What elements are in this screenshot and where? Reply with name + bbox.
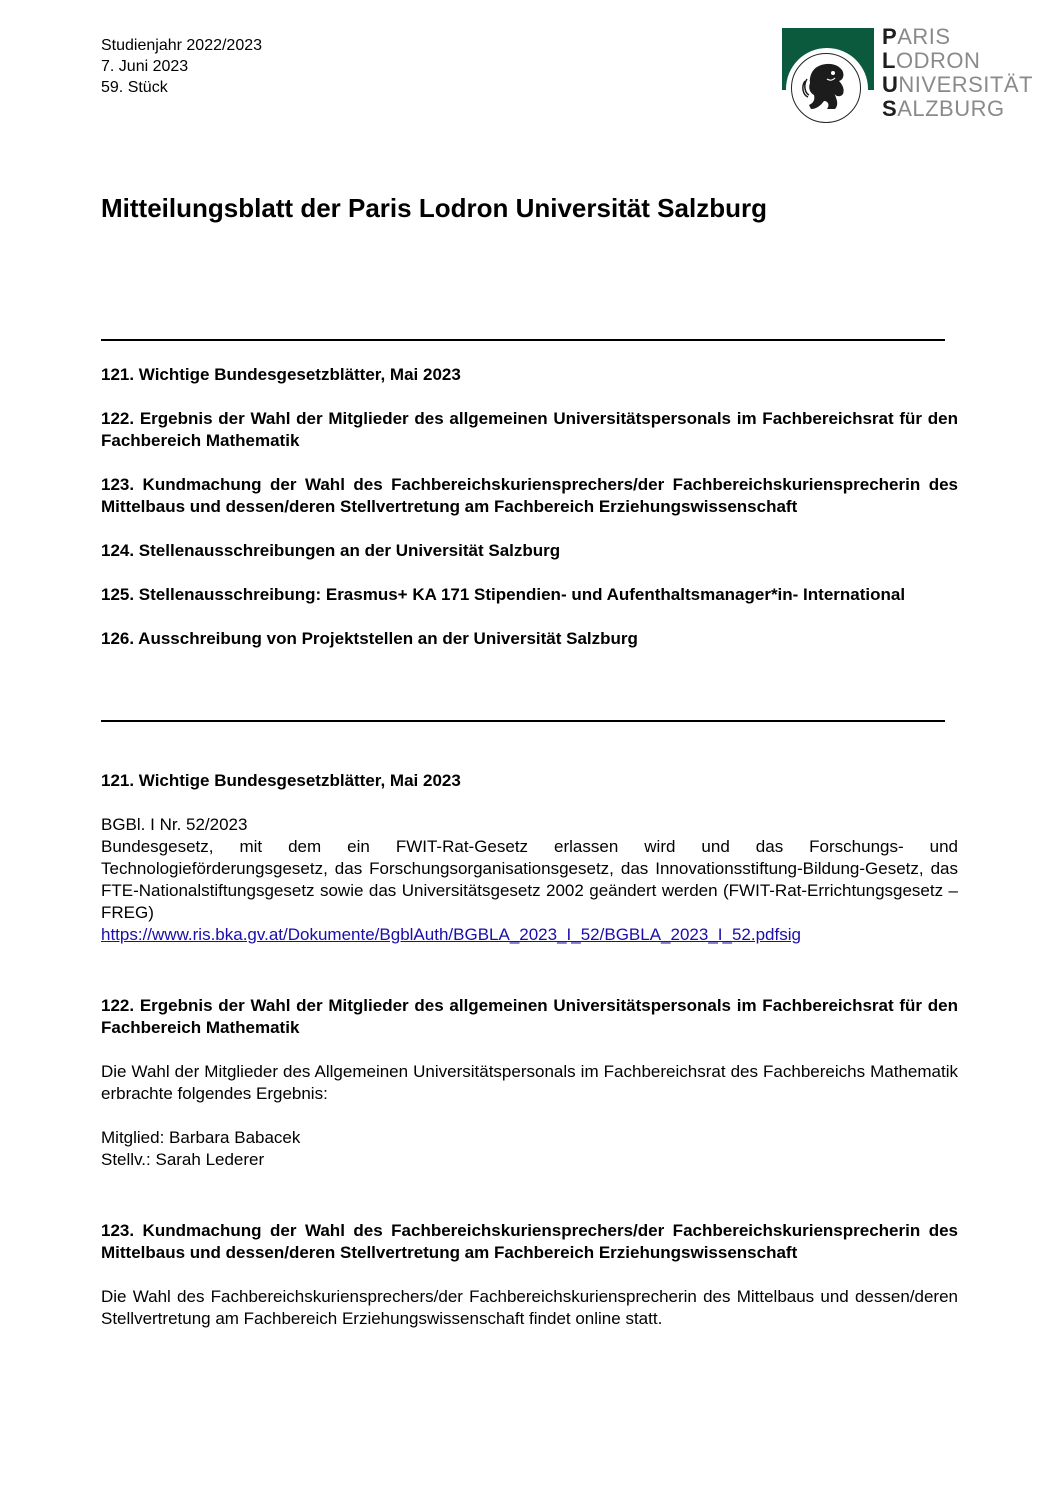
issue-date: 7. Juni 2023: [101, 58, 189, 75]
study-year: Studienjahr 2022/2023: [101, 37, 263, 54]
section-122: [101, 995, 958, 1171]
section-text: Die Wahl des Fachbereichskuriensprechers/der Fachbereichskuriensprecherin des Mittelbaus und dessen/deren Stellvertretung am Fachbereich Erziehungswissenschaft findet online statt.: [101, 1287, 958, 1328]
page-title: Mitteilungsblatt der Paris Lodron Universität Salzburg: [101, 193, 767, 223]
issue-number: 59. Stück: [101, 79, 168, 96]
election-deputy: Stellv.: Sarah Lederer: [101, 1150, 265, 1169]
toc-item[interactable]: 123. Kundmachung der Wahl des Fachbereichskuriensprechers/der Fachbereichskuriensprecherin des Mittelbaus und dessen/deren Stellvertretung am Fachbereich Erziehungswissenschaft: [101, 475, 958, 516]
toc-item[interactable]: 125. Stellenausschreibung: Erasmus+ KA 171 Stipendien- und Aufenthaltsmanager*in- International: [101, 585, 906, 604]
issue-info: [101, 35, 262, 98]
gazette-reference: BGBl. I Nr. 52/2023: [101, 815, 248, 834]
section-title: 122. Ergebnis der Wahl der Mitglieder des allgemeinen Universitätspersonals im Fachbereichsrat für den Fachbereich Mathematik: [101, 996, 958, 1037]
section-123: [101, 1220, 958, 1330]
section-title: 121. Wichtige Bundesgesetzblätter, Mai 2023: [101, 771, 461, 790]
election-member: Mitglied: Barbara Babacek: [101, 1128, 301, 1147]
university-logo: [782, 24, 1042, 128]
toc-item[interactable]: 121. Wichtige Bundesgesetzblätter, Mai 2023: [101, 365, 461, 384]
table-of-contents: [101, 364, 958, 650]
gazette-link[interactable]: https://www.ris.bka.gv.at/Dokumente/BgblAuth/BGBLA_2023_I_52/BGBLA_2023_I_52.pdfsig: [101, 925, 801, 944]
toc-item[interactable]: 124. Stellenausschreibungen an der Universität Salzburg: [101, 541, 561, 560]
logo-wordmark: PARIS LODRON UNIVERSITÄT SALZBURG: [882, 24, 1033, 121]
toc-item[interactable]: 122. Ergebnis der Wahl der Mitglieder des allgemeinen Universitätspersonals im Fachbereichsrat für den Fachbereich Mathematik: [101, 409, 958, 450]
section-text: Bundesgesetz, mit dem ein FWIT-Rat-Gesetz erlassen wird und das Forschungs- und Technologieförderungsgesetz, das Forschungsorganisationsgesetz, das Innovationsstiftung-Bildung-Gesetz, das FTE-Nationalstiftungsgesetz sowie das Universitätsgesetz 2002 geändert werden (FWIT-Rat-Errichtungsgesetz – FREG): [101, 837, 958, 922]
section-title: 123. Kundmachung der Wahl des Fachbereichskuriensprechers/der Fachbereichskuriensprecherin des Mittelbaus und dessen/deren Stellvertretung am Fachbereich Erziehungswissenschaft: [101, 1221, 958, 1262]
section-text: Die Wahl der Mitglieder des Allgemeinen Universitätspersonals im Fachbereichsrat des Fachbereichs Mathematik erbrachte folgendes Ergebnis:: [101, 1062, 958, 1103]
divider-bottom: [101, 720, 945, 722]
lion-crest-icon: [797, 59, 855, 117]
section-121: [101, 770, 958, 946]
divider-top: [101, 339, 945, 341]
toc-item[interactable]: 126. Ausschreibung von Projektstellen an der Universität Salzburg: [101, 629, 638, 648]
